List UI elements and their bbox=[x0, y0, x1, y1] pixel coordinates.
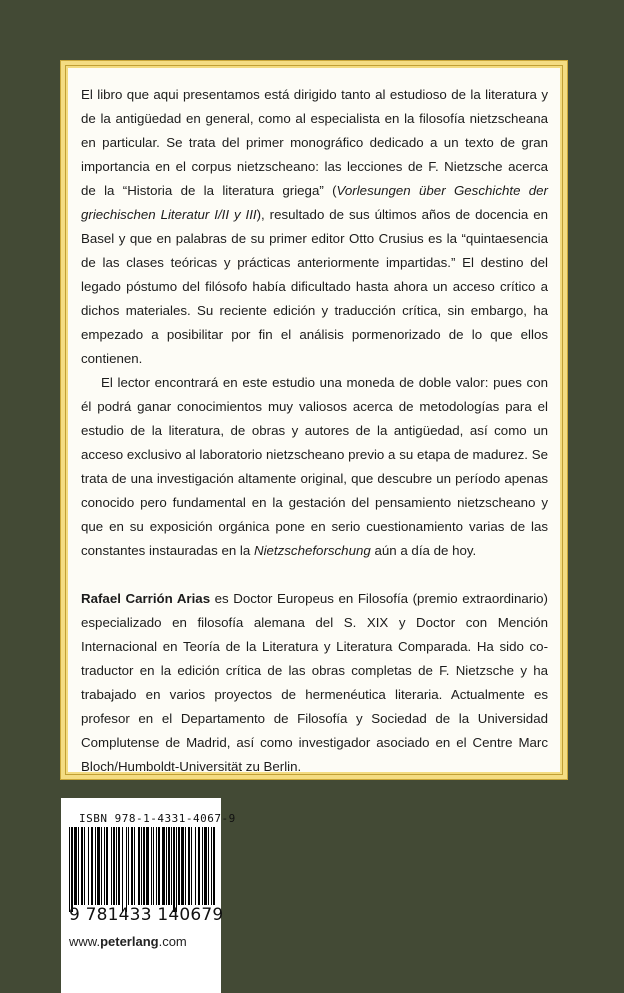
barcode-bar bbox=[116, 827, 117, 905]
blurb-paragraph-1: El libro que aqui presentamos está dirigido tanto al estudioso de la literatura y de la antigüedad en general, como al especialista en la filosofía nietzscheana en particular. Se trata del primer monográfico dedicado a un texto de gran importancia en el corpus nietzscheano: las lecciones de F. Nietzsche acerca de la “Historia de la literatura griega” (Vorlesungen über Geschichte der griechischen Literatur I/II y III), resultado de sus últimos años de docencia en Basel y que en palabras de su primer editor Otto Crusius es la “quintaesencia de las clases teóricas y prácticas anteriormente impartidas.” El destino del legado póstumo del filósofo había dificultado hasta ahora un acceso crítico a dichos materiales. Su reciente edición y traducción crítica, sin embargo, ha empezado a posibilitar por fin el análisis pormenorizado de lo que ellos contienen. bbox=[81, 87, 548, 366]
barcode-bar bbox=[141, 827, 142, 905]
barcode-bar bbox=[168, 827, 170, 905]
barcode-bar bbox=[176, 827, 177, 912]
barcode-bar bbox=[91, 827, 93, 905]
barcode-bar bbox=[131, 827, 133, 905]
barcode-bar bbox=[134, 827, 135, 905]
barcode-bar bbox=[162, 827, 165, 905]
barcode-bar bbox=[158, 827, 160, 905]
publisher-url[interactable]: www.peterlang.com bbox=[69, 934, 187, 949]
barcode-bar bbox=[106, 827, 108, 905]
barcode-bar bbox=[128, 827, 129, 905]
barcode-digits: 9 781433 140679 bbox=[69, 905, 224, 925]
barcode-bar bbox=[195, 827, 196, 905]
barcode-bar bbox=[71, 827, 73, 912]
barcode-bar bbox=[81, 827, 83, 905]
barcode-bar bbox=[97, 827, 100, 905]
barcode-bar bbox=[191, 827, 192, 905]
barcode-bar bbox=[95, 827, 96, 905]
barcode-bar bbox=[74, 827, 77, 905]
barcode-bar bbox=[198, 827, 200, 905]
barcode-bar bbox=[178, 827, 180, 905]
barcode-bar bbox=[78, 827, 79, 905]
barcode-bar bbox=[126, 827, 127, 912]
barcode-bar bbox=[101, 827, 102, 905]
author-bio bbox=[81, 587, 548, 779]
barcode-bar bbox=[181, 827, 184, 905]
barcode-bar bbox=[113, 827, 115, 905]
barcode-bar bbox=[118, 827, 120, 905]
barcode-bar bbox=[143, 827, 145, 905]
barcode-bar bbox=[208, 827, 209, 905]
barcode-bar bbox=[171, 827, 172, 905]
barcode-bar bbox=[156, 827, 157, 905]
author-bio-text: es Doctor Europeus en Filosofía (premio extraordinario) especializado en filosofía alemana del S. XIX y Doctor con Mención Internacional en Teoría de la Literatura y Literatura Comparada. Ha sido co-traductor en la edición crítica de las obras completas de F. Nietzsche y ha trabajado en varios proyectos de hermenéutica literaria. Actualmente es profesor en el Departamento de Filosofía y Sociedad de la Universidad Complutense de Madrid, así como investigador asociado en el Centre Marc Bloch/Humboldt-Universität zu Berlin. bbox=[81, 591, 548, 774]
publisher-brand: peterlang bbox=[100, 934, 159, 949]
barcode-bar bbox=[104, 827, 105, 905]
barcode-bar bbox=[188, 827, 190, 905]
barcode-bar bbox=[202, 827, 203, 905]
barcode-bar bbox=[122, 827, 123, 912]
lectures-title: Vorlesungen über Geschichte der griechischen Literatur I/II y III bbox=[81, 183, 548, 222]
blurb-panel bbox=[68, 68, 560, 772]
barcode-bar bbox=[111, 827, 112, 905]
barcode-bar bbox=[166, 827, 167, 905]
barcode-bar bbox=[138, 827, 140, 905]
barcode-bar bbox=[146, 827, 149, 905]
barcode-bar bbox=[211, 827, 212, 905]
isbn-label: ISBN 978-1-4331-4067-9 bbox=[79, 812, 236, 825]
nietzscheforschung-term: Nietzscheforschung bbox=[253, 543, 371, 558]
blurb-paragraph-2: El lector encontrará en este estudio una moneda de doble valor: pues con él podrá ganar conocimientos muy valiosos acerca de metodologías para el estudio de la literatura, de obras y autores de la antigüedad, así como un acceso exclusivo al laboratorio nietzscheano previo a su etapa de madurez. Se trata de una investigación altamente original, que descubre un período apenas conocido pero fundamental en la gestación del pensamiento nietzscheano y que en su exposición orgánica pone en serio cuestionamiento varias de las constantes instauradas en la Nietzscheforschung aún a día de hoy. bbox=[81, 375, 548, 558]
barcode-bar bbox=[153, 827, 154, 905]
barcode-bar bbox=[173, 827, 175, 912]
barcode-bar bbox=[151, 827, 152, 905]
barcode-bar bbox=[213, 827, 215, 905]
author-name: Rafael Carrión Arias bbox=[81, 591, 211, 606]
barcode-bar bbox=[84, 827, 85, 905]
barcode-bar bbox=[185, 827, 186, 905]
barcode-bar bbox=[88, 827, 89, 905]
barcode-bar bbox=[204, 827, 207, 905]
text-frame bbox=[60, 60, 568, 780]
barcode bbox=[69, 827, 215, 912]
barcode-bar bbox=[69, 827, 70, 912]
barcode-box bbox=[61, 798, 236, 993]
